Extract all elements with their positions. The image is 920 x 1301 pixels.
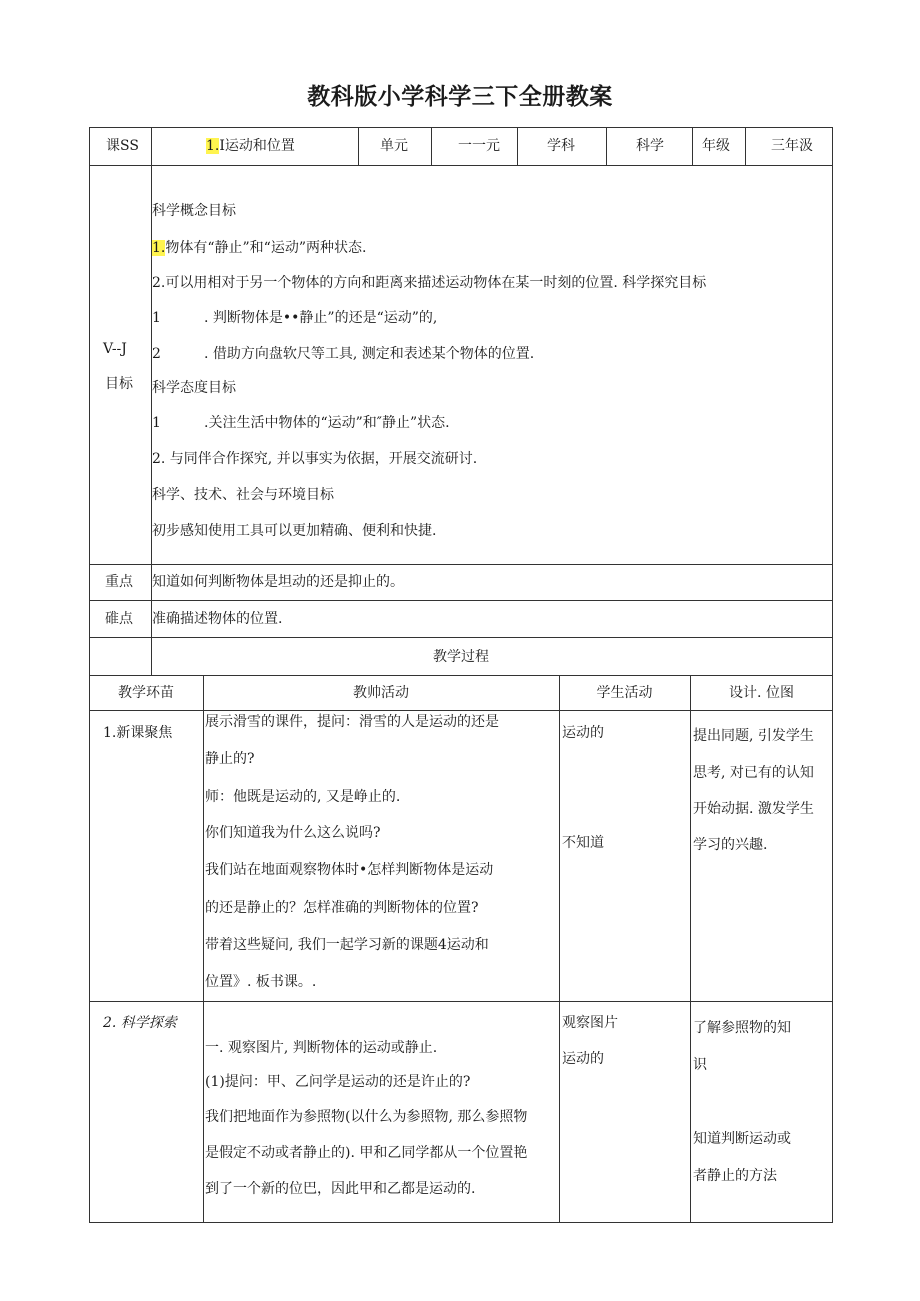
difficulty-label: 碓点 — [105, 611, 133, 627]
table-border-bottom — [89, 1222, 833, 1223]
table-rule — [89, 1001, 833, 1002]
teacher-line: 的还是静止的？怎样准确的判断物体的位置? — [205, 900, 479, 916]
teacher-line: 师：他既是运动的, 又是峥止的. — [205, 789, 401, 805]
teacher-line: 我们把地面作为参照物(以什么为参照物, 那么参照物 — [205, 1109, 528, 1125]
goal-line: . 借助方向盘软尺等工具, 测定和表述某个物体的位置. — [204, 346, 535, 362]
difficulty-text: 准确描述物体的位置. — [152, 611, 283, 627]
teacher-line: 到了一个新的位巴，因此甲和乙都是运动的. — [205, 1181, 476, 1197]
table-rule — [89, 637, 833, 638]
teacher-line: 是假定不动或者静止的). 甲和乙同学都从一个位置艳 — [205, 1145, 528, 1161]
table-rule — [690, 675, 691, 1223]
column-header: 设计. 位图 — [729, 685, 794, 701]
design-line: 了解参照物的知 — [693, 1020, 791, 1036]
goal-line: 科学态度目标 — [152, 380, 236, 396]
teacher-line: 带着这些疑问, 我们一起学习新的课题4运动和 — [205, 937, 489, 953]
design-line: 提出同题, 引发学生 — [693, 728, 814, 744]
subject-value: 科学 — [636, 138, 664, 154]
lesson-title-value — [206, 138, 295, 154]
goal-line-text: 物体有“静止”和“运动”两种状态. — [165, 240, 367, 256]
key-point-label: 重点 — [105, 574, 133, 590]
table-border-right — [832, 127, 833, 1223]
column-header: 教学环苗 — [118, 685, 174, 701]
highlight-mark: 1. — [152, 240, 166, 256]
subject-label: 学科 — [547, 138, 575, 154]
table-rule — [606, 127, 607, 165]
table-rule — [89, 165, 833, 166]
table-rule — [517, 127, 518, 165]
goal-line: 2. 与同伴合作探究, 并以事实为依据，开展交流研讨. — [152, 451, 478, 467]
document-title: 教科版小学科学三下全册教案 — [307, 84, 613, 110]
table-rule — [89, 675, 833, 676]
table-rule — [203, 675, 204, 1223]
teacher-line: (1)提问：甲、乙问学是运动的还是许止的? — [205, 1074, 471, 1090]
goal-line: . 判断物体是••静止”的还是“运动”的, — [204, 310, 438, 326]
design-line: 开始动据. 激发学生 — [693, 801, 814, 817]
design-line: 思考, 对已有的认知 — [693, 765, 814, 781]
unit-label: 单元 — [380, 138, 408, 154]
grade-value: 三年汲 — [771, 138, 813, 154]
student-activity: 观察图片 — [562, 1015, 618, 1031]
grade-label: 年级 — [702, 138, 730, 154]
goals-label-2: 目标 — [105, 376, 133, 392]
table-rule — [559, 675, 560, 1223]
unit-value: 一一元 — [458, 138, 500, 154]
teacher-line: 一. 观察图片, 判断物体的运动或静止. — [205, 1040, 438, 1056]
table-rule — [89, 564, 833, 565]
student-activity: 运动的 — [562, 725, 604, 741]
design-line: 学习的兴趣. — [693, 837, 768, 853]
design-line: 知道判断运动或 — [693, 1131, 791, 1147]
lesson-plan-table — [89, 127, 833, 1223]
table-border-top — [89, 127, 833, 128]
teacher-line: 位置》. 板书课。. — [205, 974, 317, 990]
table-rule — [358, 127, 359, 165]
student-activity: 运动的 — [562, 1051, 604, 1067]
teacher-line: 静止的? — [205, 751, 255, 767]
column-header: 学生活动 — [596, 685, 653, 701]
teacher-line: 你们知道我为什么这么说吗? — [205, 825, 381, 841]
key-point-text: 知道如何判断物体是坦动的还是抑止的。 — [152, 574, 404, 590]
lesson-title-text: I运动和位置 — [219, 138, 295, 154]
student-activity: 不知道 — [562, 835, 604, 851]
table-rule — [89, 600, 833, 601]
table-border-left — [89, 127, 90, 1223]
table-rule — [89, 710, 833, 711]
goal-number: 1 — [152, 310, 161, 326]
goal-line: 2.可以用相对于另一个物体的方向和距离来描述运动物体在某一时刻的位置. 科学探究目标 — [152, 275, 707, 291]
goals-label: V--J — [103, 341, 127, 357]
goal-line: 科学概念目标 — [152, 203, 236, 219]
table-rule — [692, 127, 693, 165]
goal-number: 2 — [152, 346, 161, 362]
goal-number: 1 — [152, 415, 161, 431]
table-rule — [431, 127, 432, 165]
goal-line: .关注生活中物体的“运动”和″静止”状态. — [204, 415, 450, 431]
column-header: 教帅活动 — [353, 685, 409, 701]
process-title: 教学过程 — [433, 649, 489, 665]
table-rule — [745, 127, 746, 165]
goal-line: 初步感知使用工具可以更加精确、便利和快捷. — [152, 523, 437, 539]
highlight-mark: 1. — [206, 138, 220, 154]
goal-line: 科学、技术、社会与环境目标 — [152, 487, 334, 503]
teacher-line: 我们站在地面观察物体时•怎样判断物体是运动 — [205, 862, 494, 878]
teacher-line: 展示滑雪的课件，提问：滑雪的人是运动的还是 — [205, 714, 499, 730]
stage-name: 2. 科学探索 — [103, 1015, 177, 1031]
stage-name: 1.新课聚焦 — [103, 725, 173, 741]
goal-line — [152, 240, 366, 256]
design-line: 者静止的方法 — [693, 1168, 777, 1184]
design-line: 识 — [693, 1057, 707, 1073]
lesson-title-label: 课SS — [106, 138, 139, 154]
